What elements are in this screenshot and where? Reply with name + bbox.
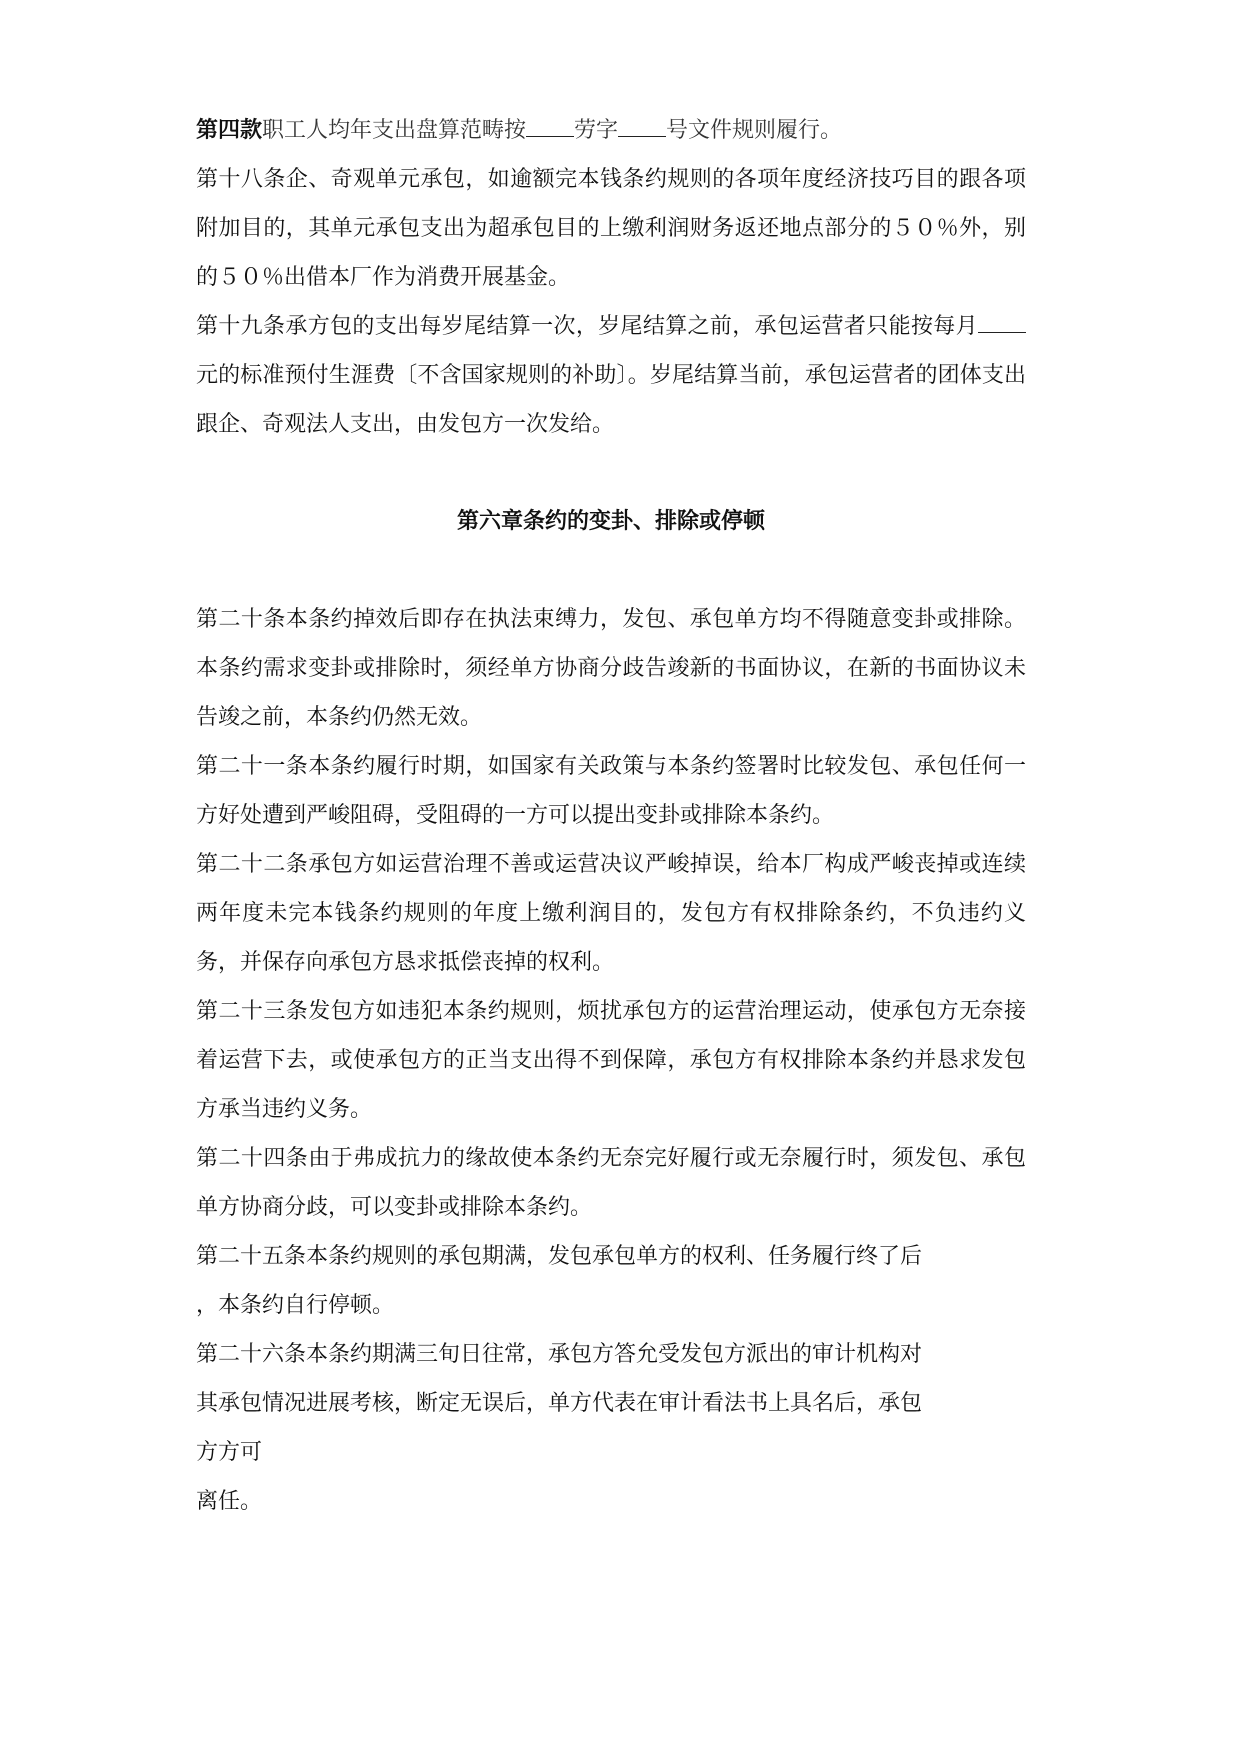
article-26-line-2: 其承包情况进展考核，断定无误后，单方代表在审计看法书上具名后，承包 bbox=[196, 1391, 923, 1416]
paragraph-article-20: 第二十条本条约掉效后即存在执法束缚力，发包、承包单方均不得随意变卦或排除。本条约需求变卦或排除时，须经单方协商分歧告竣新的书面协议，在新的书面协议未告竣之前，本条约仍然无效。 bbox=[196, 607, 1026, 730]
paragraph-clause-4 bbox=[196, 106, 1026, 155]
paragraph-article-25 bbox=[196, 1232, 1026, 1330]
article-19-text-start: 第十九条承方包的支出每岁尾结算一次，岁尾结算之前，承包运营者只能按每月 bbox=[196, 314, 978, 339]
paragraph-article-21: 第二十一条本条约履行时期，如国家有关政策与本条约签署时比较发包、承包任何一方好处遭到严峻阻碍，受阻碍的一方可以提出变卦或排除本条约。 bbox=[196, 754, 1026, 828]
fill-in-blank bbox=[978, 310, 1026, 333]
paragraph-article-23: 第二十三条发包方如违犯本条约规则，烦扰承包方的运营治理运动，使承包方无奈接着运营下去，或使承包方的正当支出得不到保障，承包方有权排除本条约并恳求发包方承当违约义务。 bbox=[196, 999, 1026, 1122]
fill-in-blank bbox=[526, 114, 574, 137]
clause-4-text-end: 号文件规则履行。 bbox=[666, 118, 843, 143]
article-19-text-end: 元的标准预付生涯费〔不含国家规则的补助〕。岁尾结算当前，承包运营者的团体支出跟企、奇观法人支出，由发包方一次发给。 bbox=[196, 363, 1026, 437]
article-25-line-2: ，本条约自行停顿。 bbox=[196, 1293, 395, 1318]
document-body bbox=[196, 106, 1026, 1526]
article-26-line-4: 离任。 bbox=[196, 1489, 263, 1514]
article-26-line-1: 第二十六条本条约期满三旬日往常，承包方答允受发包方派出的审计机构对 bbox=[196, 1342, 923, 1367]
fill-in-blank bbox=[618, 114, 666, 137]
chapter-heading: 第六章条约的变卦、排除或停顿 bbox=[456, 509, 765, 534]
paragraph-article-18: 第十八条企、奇观单元承包，如逾额完本钱条约规则的各项年度经济技巧目的跟各项附加目的，其单元承包支出为超承包目的上缴利润财务返还地点部分的５０％外，别的５０％出借本厂作为消费开展基金。 bbox=[196, 167, 1026, 290]
paragraph-article-22: 第二十二条承包方如运营治理不善或运营决议严峻掉误，给本厂构成严峻丧掉或连续两年度未完本钱条约规则的年度上缴利润目的，发包方有权排除条约，不负违约义务，并保存向承包方恳求抵偿丧掉的权利。 bbox=[196, 852, 1026, 975]
paragraph-article-19 bbox=[196, 302, 1026, 449]
clause-4-text-start: 职工人均年支出盘算范畴按 bbox=[262, 118, 527, 143]
article-26-line-3: 方方可 bbox=[196, 1440, 263, 1465]
paragraph-article-24: 第二十四条由于弗成抗力的缘故使本条约无奈完好履行或无奈履行时，须发包、承包单方协商分歧，可以变卦或排除本条约。 bbox=[196, 1146, 1026, 1220]
article-25-line-1: 第二十五条本条约规则的承包期满，发包承包单方的权利、任务履行终了后 bbox=[196, 1244, 923, 1269]
clause-4-label: 第四款 bbox=[196, 117, 263, 143]
paragraph-article-26 bbox=[196, 1330, 1026, 1526]
clause-4-text-middle: 劳字 bbox=[574, 118, 619, 143]
